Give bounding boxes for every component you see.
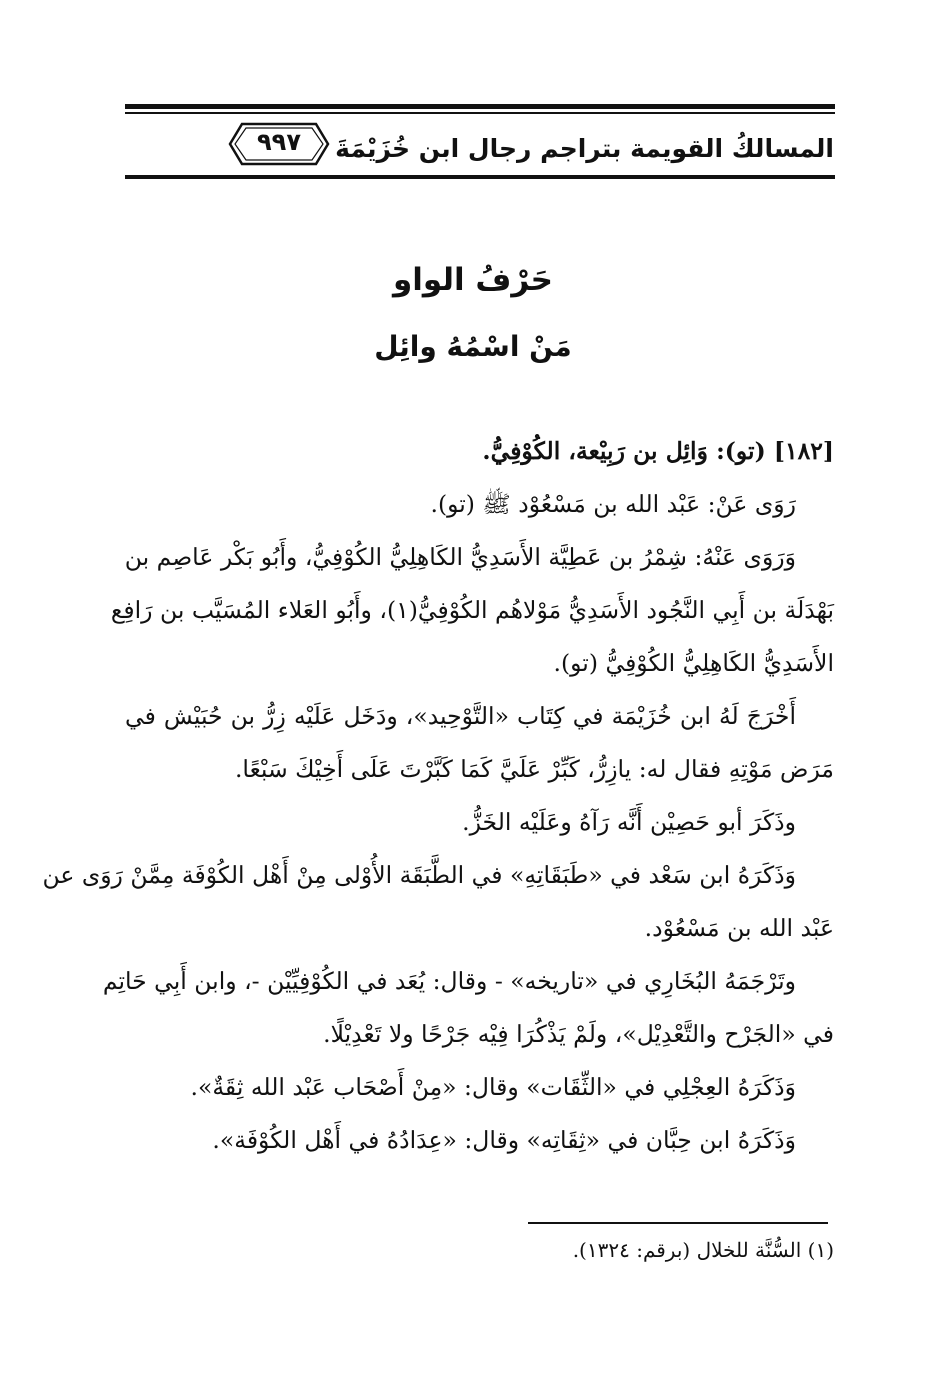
- entry-title: [١٨٢] (تو): وَائِل بن رَبِيْعة، الكُوْفِيُّ.: [482, 437, 834, 465]
- paragraph-6: وَذَكَرَهُ ابن حِبَّان في «ثِقَاتِه» وقال: «عِدَادُهُ في أَهْل الكُوْفَة».: [212, 1126, 796, 1154]
- header-rule-bottom: [125, 175, 835, 179]
- paragraph-1-line-2: مَرَض مَوْتِهِ فقال له: يازِرُّ، كَبِّرْ عَلَيَّ كَمَا كَبَّرْتَ عَلَى أَخِيْكَ سَبْعًا.: [234, 755, 834, 783]
- paragraph-5: وَذَكَرَهُ العِجْلِي في «الثِّقَات» وقال: «مِنْ أَصْحَاب عَبْد الله ثِقَةٌ».: [190, 1073, 796, 1101]
- entry-narrators-line-1: وَرَوَى عَنْهُ: شِمْرُ بن عَطِيَّة الأَسَدِيُّ الكَاهِلِيُّ الكُوْفِيُّ، وأَبُو بَكْر عَاصِم بن: [124, 543, 796, 571]
- section-heading: حَرْفُ الواو: [392, 262, 554, 298]
- footnote: (١) السُّنَّة للخلال (برقم: ١٣٢٤).: [572, 1238, 834, 1262]
- section-subheading: مَنْ اسْمُهُ وائِل: [374, 330, 572, 363]
- page-number: ٩٩٧: [257, 128, 301, 156]
- paragraph-3-line-1: وَذَكَرَهُ ابن سَعْد في «طَبَقَاتِهِ» في الطَّبَقَة الأُوْلى مِنْ أَهْل الكُوْفَة مِمَّنْ رَوَى عن: [42, 861, 796, 889]
- entry-narrators-line-3: الأَسَدِيُّ الكَاهِلِيُّ الكُوْفِيُّ (تو).: [553, 649, 834, 677]
- header-rule-top-thin: [125, 112, 835, 114]
- paragraph-1-line-1: أَخْرَجَ لَهُ ابن خُزَيْمَة في كِتَاب «التَّوْحِيد»، ودَخَل عَلَيْه زِرُّ بن حُبَيْش في: [125, 702, 796, 730]
- entry-narrated-from: رَوَى عَنْ: عَبْد الله بن مَسْعُوْد ﷺ (تو).: [430, 490, 796, 518]
- paragraph-2: وذَكَرَ أبو حَصِيْن أَنَّه رَآهُ وعَلَيْه الخَزُّ.: [462, 808, 796, 836]
- paragraph-3-line-2: عَبْد الله بن مَسْعُوْد.: [644, 914, 834, 942]
- header-rule-top: [125, 104, 835, 109]
- book-title: المسالكُ القويمة بتراجم رجال ابن خُزَيْمَةَ: [335, 134, 834, 163]
- footnote-rule: [528, 1222, 828, 1224]
- paragraph-4-line-1: وتَرْجَمَهُ البُخَارِي في «تاريخه» - وقال: يُعَد في الكُوْفِيِّيْن -، وابن أَبِي حَاتِم: [102, 967, 796, 995]
- paragraph-4-line-2: في «الجَرْح والتَّعْدِيْل»، ولَمْ يَذْكُرَا فِيْه جَرْحًا ولا تَعْدِيْلًا.: [323, 1020, 834, 1048]
- entry-narrators-line-2: بَهْدَلَة بن أَبِي النَّجُود الأَسَدِيُّ مَوْلاهُم الكُوْفِيُّ(١)، وأَبُو العَلاء المُسَيَّب بن رَافِع: [110, 596, 834, 624]
- page-number-badge: [228, 122, 330, 166]
